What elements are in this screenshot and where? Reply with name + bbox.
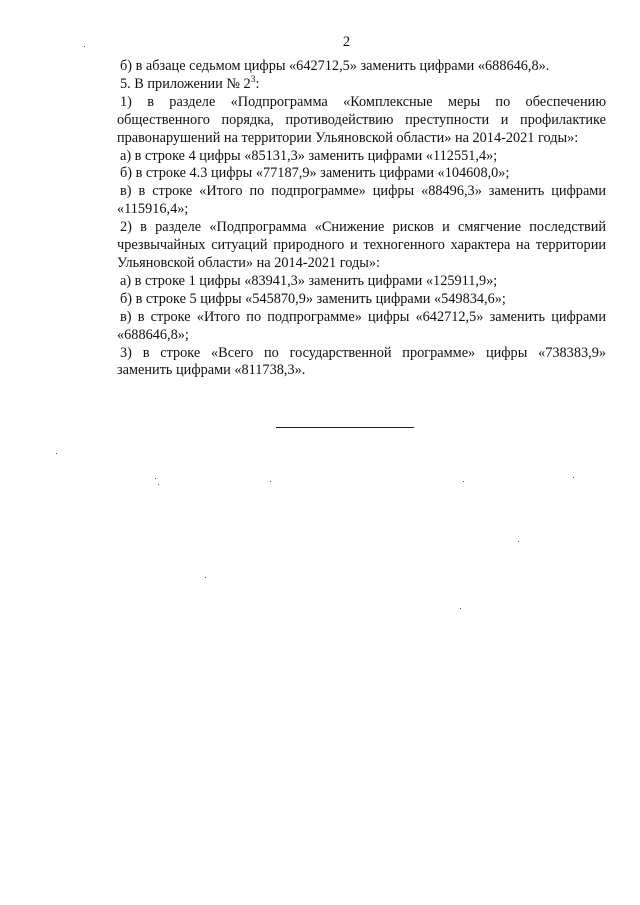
paragraph-section-1: 1) в разделе «Подпрограмма «Комплексные меры по обеспечению общественного порядка, противодействию преступности и профилактике правонарушений на территории Ульяновской области» на 2014-2021 годы»:	[117, 93, 606, 146]
end-divider-line	[276, 427, 414, 428]
scan-speck	[155, 478, 156, 479]
paragraph-2b: б) в строке 5 цифры «545870,9» заменить цифрами «549834,6»;	[120, 290, 506, 307]
document-body	[117, 58, 606, 380]
paragraph-1c: в) в строке «Итого по подпрограмме» цифры «88496,3» заменить цифрами «115916,4»;	[117, 183, 606, 218]
appendix-heading-text: 5. В приложении № 2	[120, 75, 251, 92]
scan-speck	[205, 577, 206, 578]
scan-speck	[573, 477, 574, 478]
scan-speck	[56, 453, 57, 454]
paragraph-2a: а) в строке 1 цифры «83941,3» заменить цифрами «125911,9»;	[120, 272, 498, 289]
scan-speck	[518, 541, 519, 542]
paragraph-1b: б) в строке 4.3 цифры «77187,9» заменить цифрами «104608,0»;	[120, 165, 510, 182]
paragraph-section-3: 3) в строке «Всего по государственной программе» цифры «738383,9» заменить цифрами «811738,3».	[117, 344, 606, 379]
paragraph-section-2: 2) в разделе «Подпрограмма «Снижение рисков и смягчение последствий чрезвычайных ситуаций природного и техногенного характера на территории Ульяновской области» на 2014-2021 годы»:	[117, 219, 606, 271]
paragraph-2c: в) в строке «Итого по подпрограмме» цифры «642712,5» заменить цифрами «688646,8»;	[117, 308, 606, 343]
paragraph-appendix-heading	[117, 76, 606, 94]
appendix-heading-colon: :	[255, 75, 260, 92]
appendix-superscript: 3	[250, 74, 256, 85]
page-number: 2	[342, 34, 351, 50]
scan-speck	[460, 608, 461, 609]
paragraph-b-seventh: б) в абзаце седьмом цифры «642712,5» заменить цифрами «688646,8».	[120, 58, 550, 74]
scan-speck	[270, 481, 271, 482]
paragraph-1a: а) в строке 4 цифры «85131,3» заменить цифрами «112551,4»;	[120, 147, 498, 164]
scan-speck	[158, 484, 159, 485]
scan-speck	[84, 46, 85, 47]
scan-speck	[463, 481, 464, 482]
